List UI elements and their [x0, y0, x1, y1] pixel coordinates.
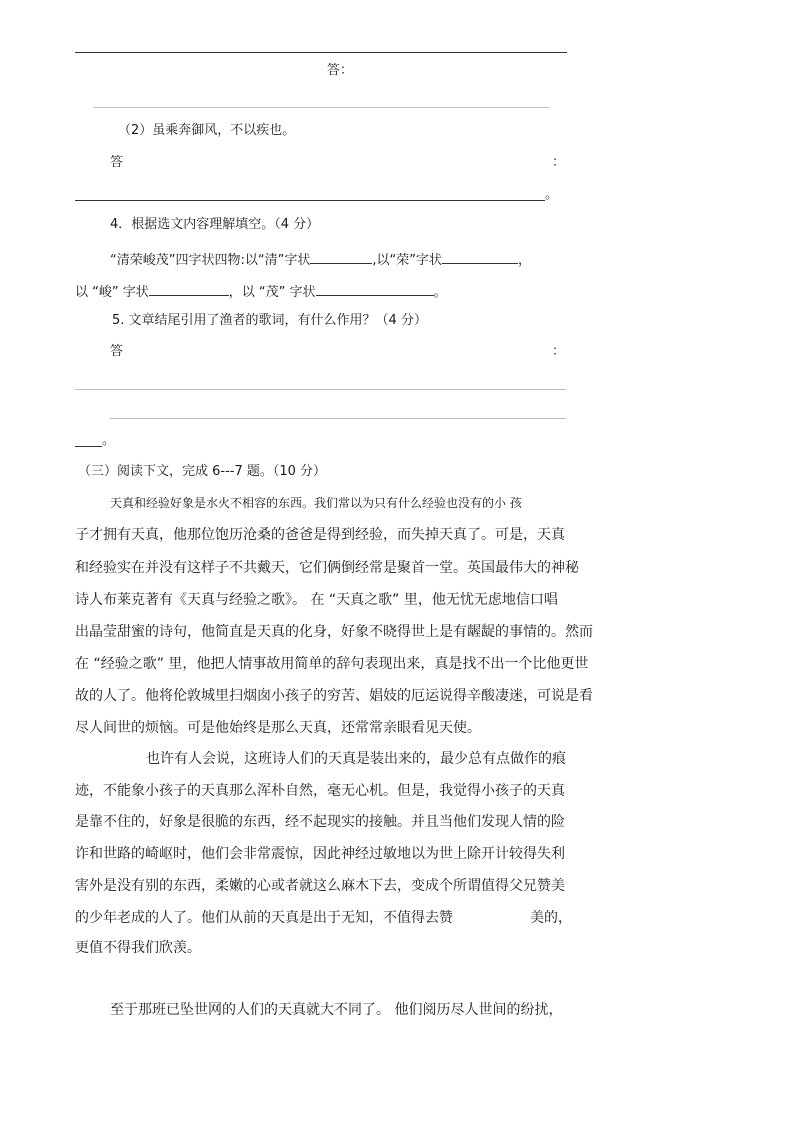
q4-line2-text-b: ，以 “茂” 字状: [228, 285, 316, 300]
passage-line: 美的，: [530, 910, 572, 926]
passage-line: 是靠不住的，好象是很脆的东西，经不起现实的接触。并且当他们发现人情的险: [75, 814, 565, 830]
passage-line: 的少年老成的人了。他们从前的天真是出于无知，不值得去赞: [75, 910, 453, 926]
q4-line1-text-c: ，: [517, 253, 531, 268]
passage-line: 出晶莹甜蜜的诗句，他简直是天真的化身，好象不晓得世上是有龌龊的事情的。然而: [75, 624, 593, 640]
answer-line: [93, 107, 549, 108]
section-3-heading: （三）阅读下文，完成 6---7 题。（10 分）: [78, 464, 327, 479]
answer-colon: ：: [552, 344, 566, 359]
passage-line: 迹，不能象小孩子的天真那么浑朴自然，毫无心机。但是，我觉得小孩子的天真: [75, 783, 565, 799]
answer-line: [75, 200, 545, 201]
passage-line: 尽人间世的烦恼。可是他始终是那么天真，还常常亲眼看见天使。: [75, 720, 481, 736]
question-4-title: 4．根据选文内容理解填空。（4 分）: [110, 217, 320, 232]
passage-line: 害外是没有别的东西，柔嫩的心或者就这么麻木下去，变成个所谓值得父兄赞美: [75, 878, 565, 894]
passage-line: 天真和经验好象是水火不相容的东西。我们常以为只有什么经验也没有的小 孩: [110, 496, 522, 510]
answer-end-mark: 。: [545, 187, 559, 202]
passage-line: 和经验实在并没有这样子不共戴天，它们俩倒经常是聚首一堂。英国最伟大的神秘: [75, 560, 579, 576]
answer-label: 答: [110, 344, 124, 359]
q4-line1-text-a: “清荣峻茂”四字状四物:以“清”字状: [110, 253, 311, 268]
passage-line: 更值不得我们欣羡。: [75, 940, 201, 956]
answer-line: [75, 389, 566, 390]
answer-line-end: [75, 446, 102, 447]
passage-line: 也许有人会说，这班诗人们的天真是装出来的，最少总有点做作的痕: [146, 751, 566, 767]
passage-line: 至于那班已坠世网的人们的天真就大不同了。 他们阅历尽人世间的纷扰，: [110, 1002, 563, 1018]
passage-line: 诈和世路的崎岖时，他们会非常震惊，因此神经过敏地以为世上除开计较得失利: [75, 846, 565, 862]
passage-line: 在 “经验之歌” 里，他把人情事故用简单的辞句表现出来，真是找不出一个比他更世: [75, 656, 589, 672]
q3-item2: （2）虽乘奔御风，不以疾也。: [118, 123, 296, 138]
q4-line1-text-b: ,以“荣”字状: [372, 253, 442, 268]
blank-field[interactable]: [442, 251, 518, 264]
passage-line: 诗人布莱克著有《天真与经验之歌》。 在 “天真之歌” 里，他无忧无虑地信口唱: [75, 592, 558, 608]
answer-end-mark: 。: [102, 433, 116, 448]
q4-line2-text-a: 以 “峻” 字状: [75, 285, 149, 300]
answer-label: 答: [110, 155, 124, 170]
top-rule: [75, 52, 567, 53]
answer-label: 答：: [327, 63, 354, 78]
passage-line: 故的人了。他将伦敦城里扫烟囱小孩子的穷苦、娼妓的厄运说得辛酸凄迷，可说是看: [75, 688, 593, 704]
blank-field[interactable]: [310, 251, 372, 264]
q4-line1: [110, 251, 531, 267]
answer-colon: ：: [552, 155, 566, 170]
blank-field[interactable]: [149, 283, 229, 296]
answer-line: [110, 418, 566, 419]
question-5-title: 5. 文章结尾引用了渔者的歌词，有什么作用？（4 分）: [112, 313, 427, 328]
q4-line2: [75, 283, 447, 299]
passage-line: 子才拥有天真，他那位饱历沧桑的爸爸是得到经验，而失掉天真了。可是，天真: [75, 527, 565, 543]
blank-field[interactable]: [316, 283, 434, 296]
q4-line2-text-c: 。: [433, 285, 447, 300]
